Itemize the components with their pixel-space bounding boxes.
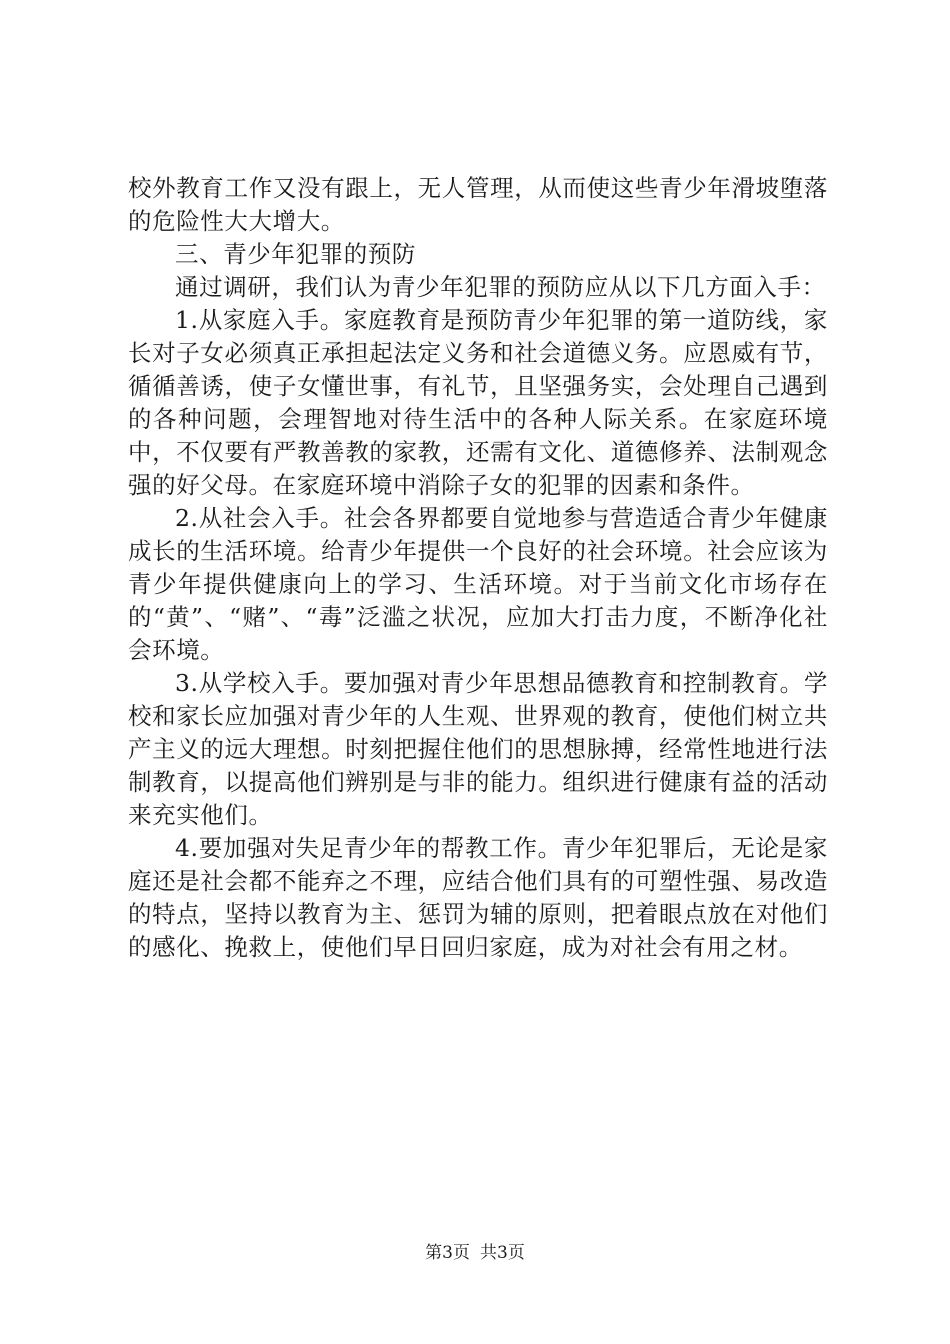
paragraph-item-1: 1.从家庭入手。家庭教育是预防青少年犯罪的第一道防线，家长对子女必须真正承担起法定义务和社会道德义务。应恩威有节，循循善诱，使子女懂世事，有礼节，且坚强务实，会处理自己遇到的各种问题，会理智地对待生活中的各种人际关系。在家庭环境中，不仅要有严教善教的家教，还需有文化、道德修养、法制观念强的好父母。在家庭环境中消除子女的犯罪的因素和条件。 [128,306,828,499]
paragraph-item-4: 4.要加强对失足青少年的帮教工作。青少年犯罪后，无论是家庭还是社会都不能弃之不理，应结合他们具有的可塑性强、易改造的特点，坚持以教育为主、惩罚为辅的原则，把着眼点放在对他们的感化、挽救上，使他们早日回归家庭，成为对社会有用之材。 [128,834,828,961]
page-number: 第3页 [425,1243,470,1263]
paragraph-item-2: 2.从社会入手。社会各界都要自觉地参与营造适合青少年健康成长的生活环境。给青少年提供一个良好的社会环境。社会应该为青少年提供健康向上的学习、生活环境。对于当前文化市场存在的“黄”、“赌”、“毒”泛滥之状况，应加大打击力度，不断净化社会环境。 [128,504,828,664]
page-footer [0,1242,950,1264]
section-heading: 三、青少年犯罪的预防 [175,240,416,268]
page-total: 共3页 [480,1243,525,1263]
paragraph-item-3: 3.从学校入手。要加强对青少年思想品德教育和控制教育。学校和家长应加强对青少年的人生观、世界观的教育，使他们树立共产主义的远大理想。时刻把握住他们的思想脉搏，经常性地进行法制教育，以提高他们辨别是与非的能力。组织进行健康有益的活动来充实他们。 [128,669,828,829]
paragraph-intro: 通过调研，我们认为青少年犯罪的预防应从以下几方面入手： [175,273,826,301]
document-body [128,172,828,964]
paragraph-continuation: 校外教育工作又没有跟上，无人管理，从而使这些青少年滑坡堕落的危险性大大增大。 [128,174,828,235]
